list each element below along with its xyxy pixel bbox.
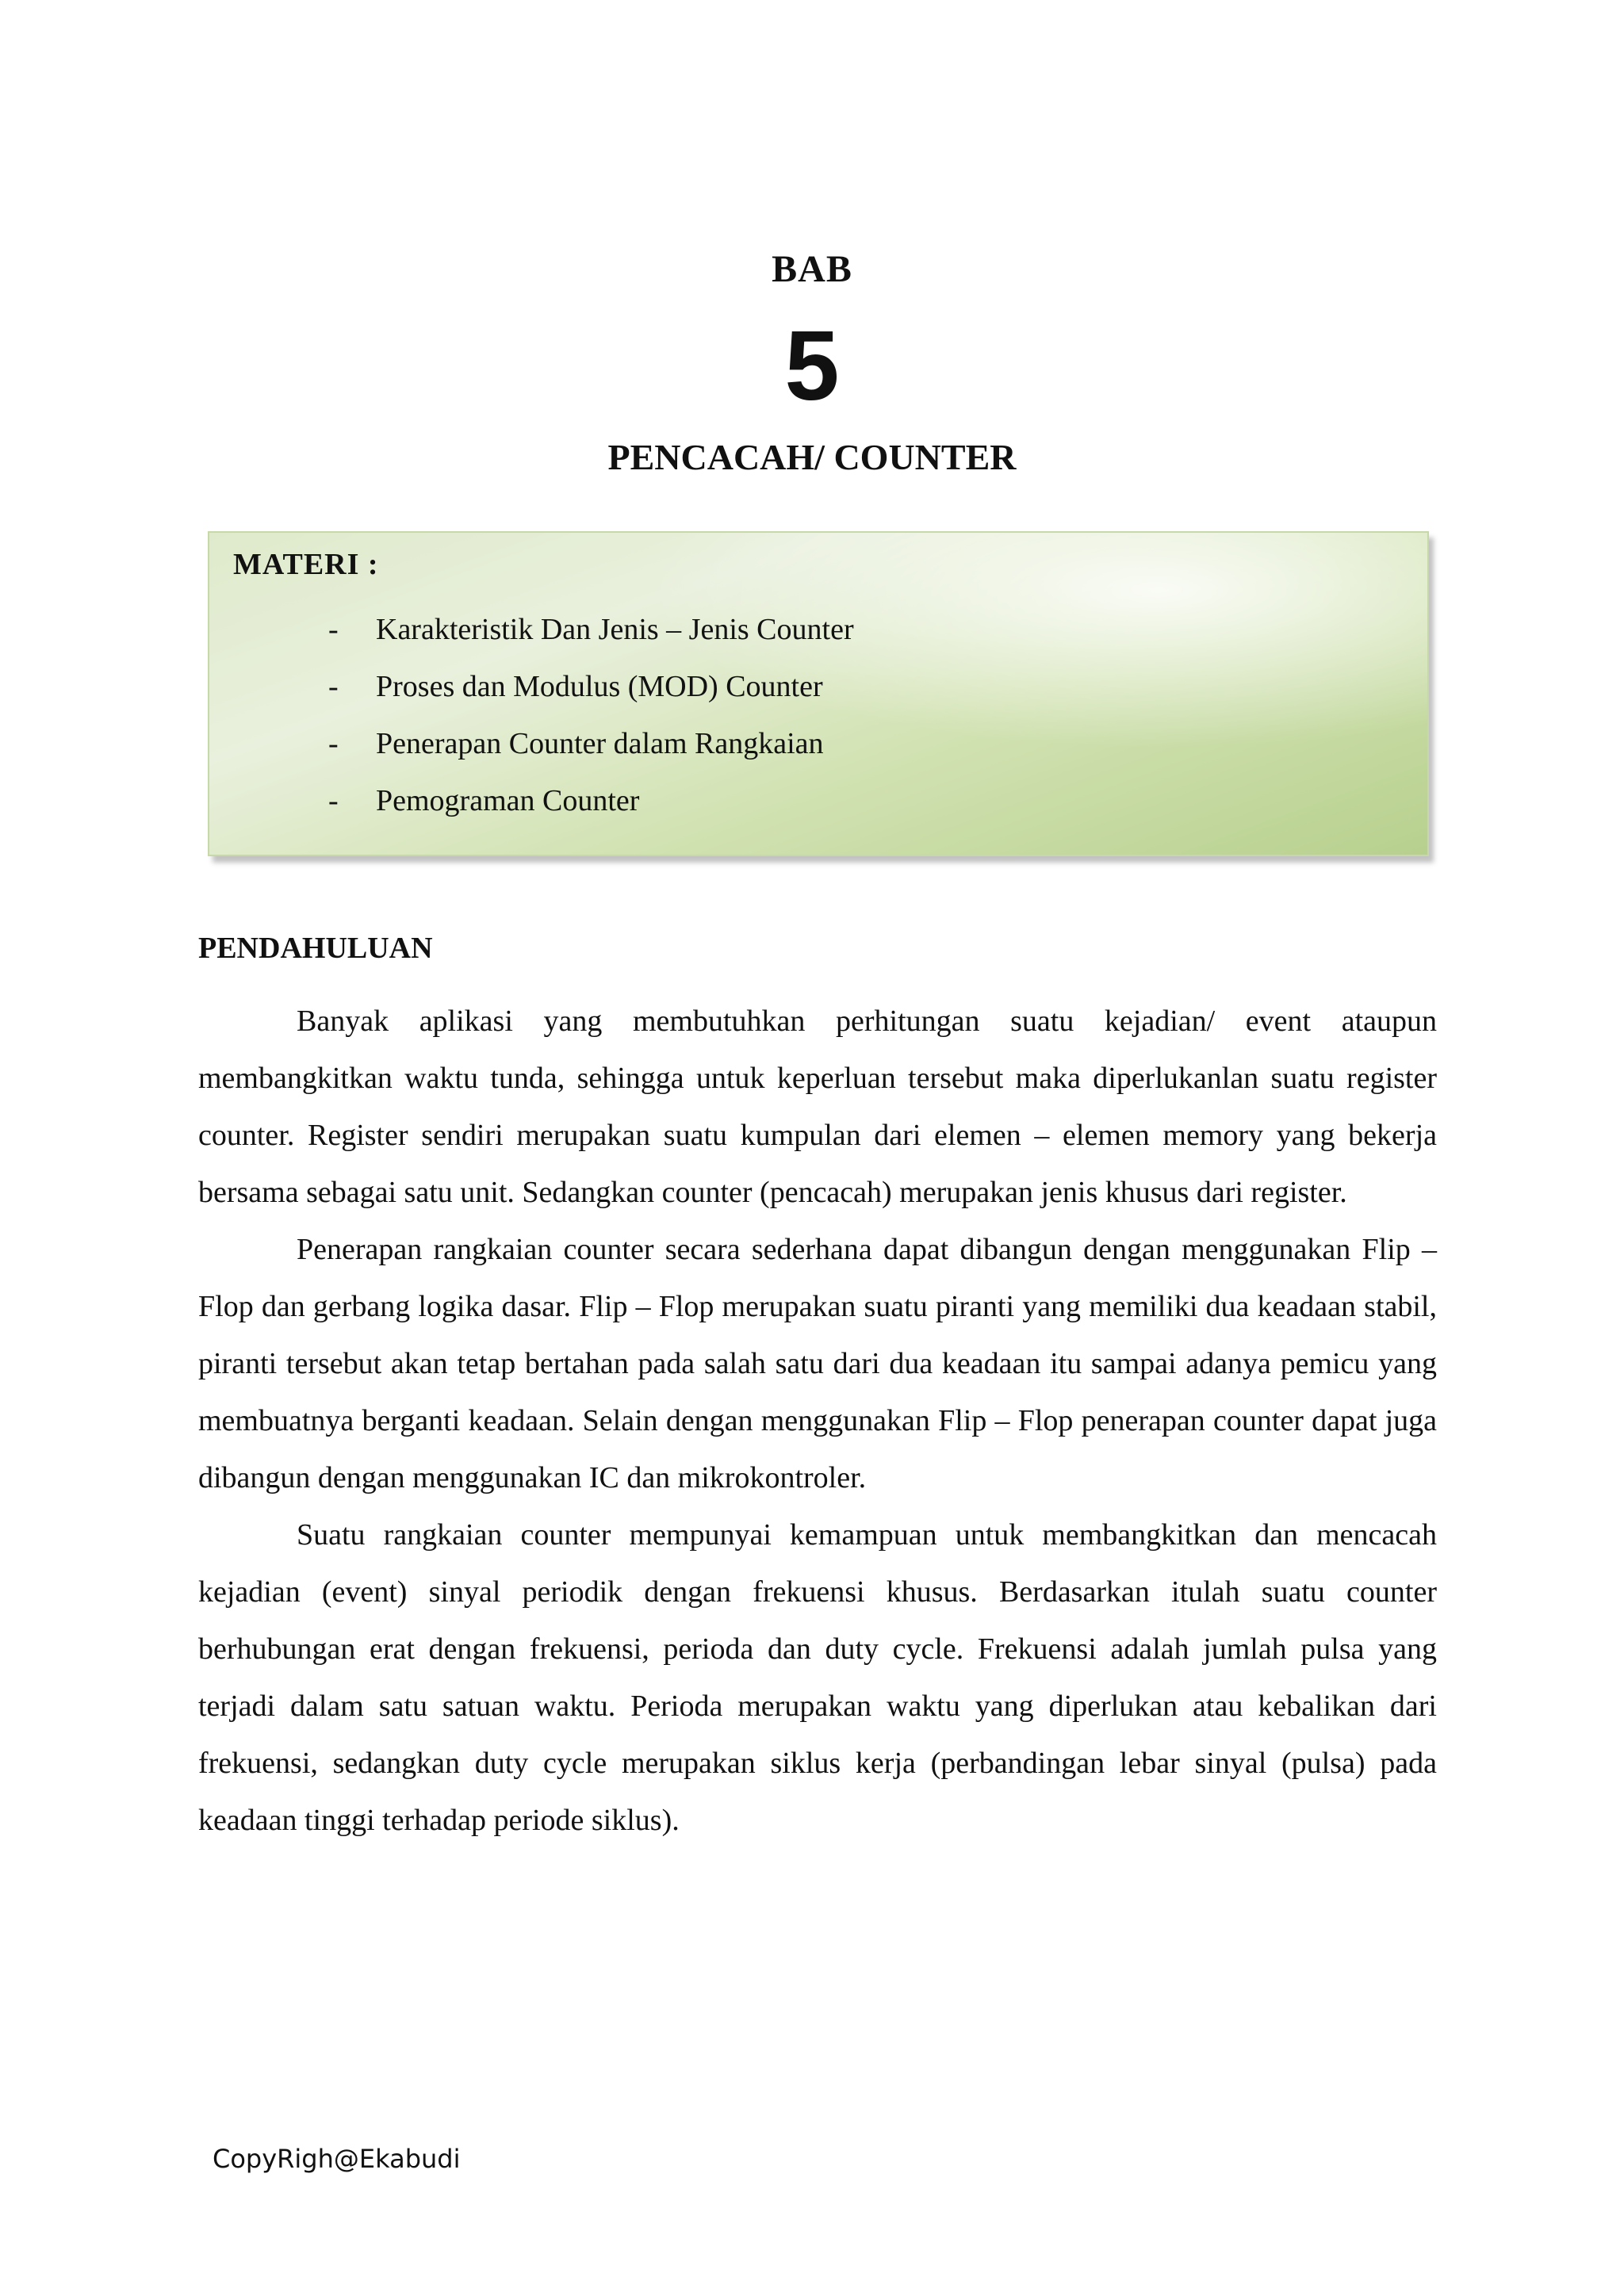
list-dash: - [328,727,339,760]
materi-item-text: Karakteristik Dan Jenis – Jenis Counter [376,613,854,646]
materi-item [328,658,854,715]
materi-box [208,531,1429,856]
list-dash: - [328,784,339,817]
materi-item [328,715,854,772]
section-heading: PENDAHULUAN [198,932,433,965]
materi-item [328,772,854,829]
materi-list [328,601,854,829]
paragraph: Banyak aplikasi yang membutuhkan perhitungan suatu kejadian/ event ataupun membangkitkan waktu tunda, sehingga untuk keperluan tersebut maka diperlukanlan suatu register counter. Register sendiri merupakan suatu kumpulan dari elemen – elemen memory yang bekerja bersama sebagai satu unit. Sedangkan counter (pencacah) merupakan jenis khusus dari register. [198,1004,1437,1209]
chapter-number: 5 [784,312,840,421]
body-text [198,993,1437,1849]
chapter-label: BAB [772,248,852,290]
materi-item-text: Proses dan Modulus (MOD) Counter [376,670,823,703]
paragraph: Suatu rangkaian counter mempunyai kemampuan untuk membangkitkan dan mencacah kejadian (event) sinyal periodik dengan frekuensi khusus. Berdasarkan itulah suatu counter berhubungan erat dengan frekuensi, perioda dan duty cycle. Frekuensi adalah jumlah pulsa yang terjadi dalam satu satuan waktu. Perioda merupakan waktu yang diperlukan atau kebalikan dari frekuensi, sedangkan duty cycle merupakan siklus kerja (perbandingan lebar sinyal (pulsa) pada keadaan tinggi terhadap periode siklus). [198,1518,1437,1837]
paragraph: Penerapan rangkaian counter secara sederhana dapat dibangun dengan menggunakan Flip – Flop dan gerbang logika dasar. Flip – Flop merupakan suatu piranti yang memiliki dua keadaan stabil, piranti tersebut akan tetap bertahan pada salah satu dari dua keadaan itu sampai adanya pemicu yang membuatnya berganti keadaan. Selain dengan menggunakan Flip – Flop penerapan counter dapat juga dibangun dengan menggunakan IC dan mikrokontroler. [198,1233,1437,1494]
materi-item-text: Pemograman Counter [376,784,640,817]
materi-item [328,601,854,658]
materi-item-text: Penerapan Counter dalam Rangkaian [376,727,824,760]
materi-heading: MATERI : [233,548,379,581]
chapter-title: PENCACAH/ COUNTER [607,437,1017,477]
footer-copyright: CopyRigh@Ekabudi [213,2144,461,2174]
list-dash: - [328,670,339,703]
list-dash: - [328,613,339,646]
